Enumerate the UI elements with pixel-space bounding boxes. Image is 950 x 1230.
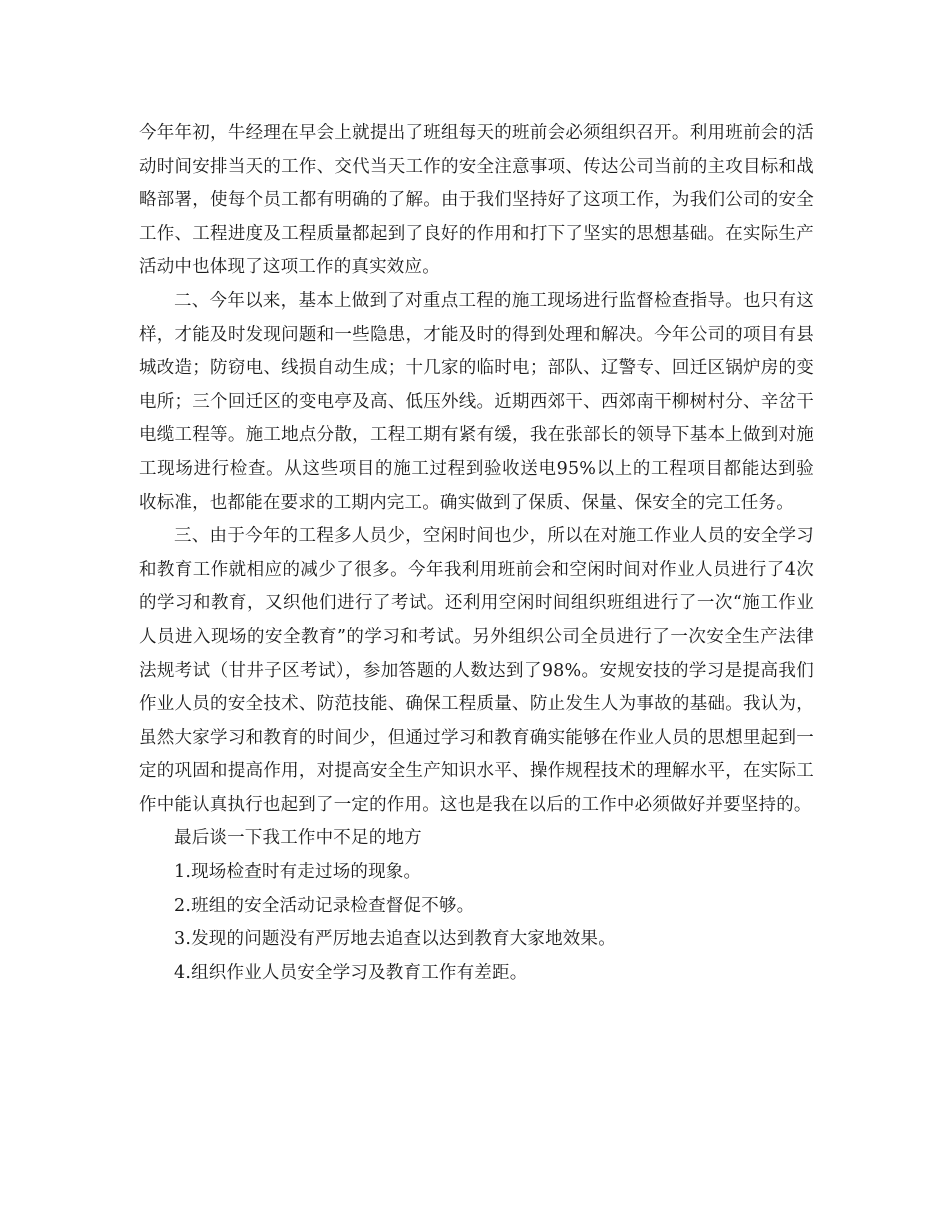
paragraph-section-two: 二、今年以来，基本上做到了对重点工程的施工现场进行监督检查指导。也只有这样，才能及时发现问题和一些隐患，才能及时的得到处理和解决。今年公司的项目有县城改造；防窃电、线损自动生成；十几家的临时电；部队、辽警专、回迁区锅炉房的变电所；三个回迁区的变电亭及高、低压外线。近期西郊干、西郊南干柳树村分、辛岔干电缆工程等。施工地点分散，工程工期有紧有缓，我在张部长的领导下基本上做到对施工现场进行检查。从这些项目的施工过程到验收送电95%以上的工程项目都能达到验收标准，也都能在要求的工期内完工。确实做到了保质、保量、保安全的完工任务。	[139, 290, 814, 513]
shortfall-item-4: 4.组织作业人员安全学习及教育工作有差距。	[174, 962, 528, 983]
shortfall-item-1: 1.现场检查时有走过场的现象。	[174, 862, 422, 883]
shortfall-heading: 最后谈一下我工作中不足的地方	[174, 828, 422, 849]
paragraph-intro: 今年年初，牛经理在早会上就提出了班组每天的班前会必须组织召开。利用班前会的活动时间安排当天的工作、交代当天工作的安全注意事项、传达公司当前的主攻目标和战略部署，使每个员工都有明确的了解。由于我们坚持好了这项工作，为我们公司的安全工作、工程进度及工程质量都起到了良好的作用和打下了坚实的思想基础。在实际生产活动中也体现了这项工作的真实效应。	[139, 123, 814, 278]
document-body	[139, 117, 814, 990]
shortfall-item-3: 3.发现的问题没有严厉地去追查以达到教育大家地效果。	[174, 929, 616, 950]
shortfall-item-2: 2.班组的安全活动记录检查督促不够。	[174, 895, 475, 916]
paragraph-section-three: 三、由于今年的工程多人员少，空闲时间也少，所以在对施工作业人员的安全学习和教育工作就相应的减少了很多。今年我利用班前会和空闲时间对作业人员进行了4次的学习和教育，又织他们进行了考试。还利用空闲时间组织班组进行了一次“施工作业人员进入现场的安全教育”的学习和考试。另外组织公司全员进行了一次安全生产法律法规考试（甘井子区考试），参加答题的人数达到了98%。安规安技的学习是提高我们作业人员的安全技术、防范技能、确保工程质量、防止发生人为事故的基础。我认为，虽然大家学习和教育的时间少，但通过学习和教育确实能够在作业人员的思想里起到一定的巩固和提高作用，对提高安全生产知识水平、操作规程技术的理解水平，在实际工作中能认真执行也起到了一定的作用。这也是我在以后的工作中必须做好并要坚持的。	[139, 526, 814, 815]
